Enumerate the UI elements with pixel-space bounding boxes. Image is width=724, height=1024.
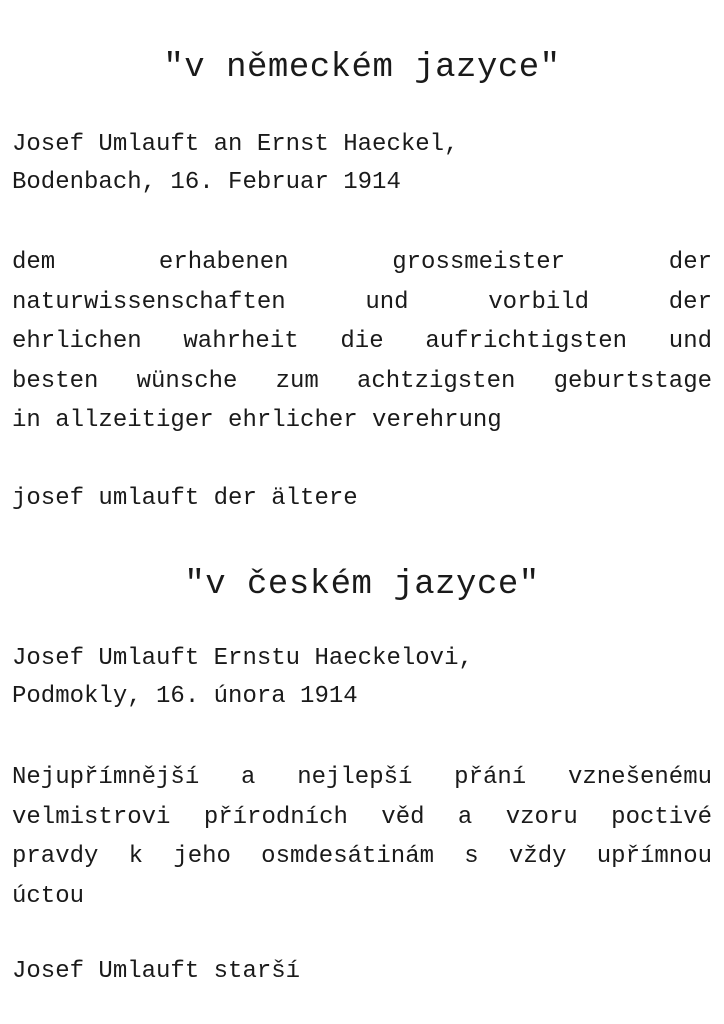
czech-body-line: úctou — [12, 882, 85, 910]
german-section-title: "v německém jazyce" — [163, 49, 561, 87]
german-signature: josef umlauft der ältere — [12, 485, 358, 512]
czech-body-text — [12, 758, 712, 916]
czech-body-line: pravdy k jeho osmdesátinám s vždy upřímnou — [12, 843, 712, 870]
german-body-line: dem erhabenen grossmeister der — [12, 249, 712, 276]
czech-signature: Josef Umlauft starší — [12, 958, 301, 985]
german-body-line: in allzeitiger ehrlicher verehrung — [12, 407, 502, 434]
german-body-line: naturwissenschaften und vorbild der — [12, 288, 712, 316]
german-body-line: ehrlichen wahrheit die aufrichtigsten und — [12, 328, 712, 355]
czech-body-line: velmistrovi přírodních věd a vzoru poctivé — [12, 803, 712, 831]
document-page — [12, 0, 712, 1024]
czech-section-title: "v českém jazyce" — [184, 566, 540, 604]
german-body-text — [12, 243, 712, 441]
german-header-line-1: Josef Umlauft an Ernst Haeckel, — [12, 131, 459, 158]
czech-header-line-1: Josef Umlauft Ernstu Haeckelovi, — [12, 645, 473, 672]
czech-body-line: Nejupřímnější a nejlepší přání vznešenému — [12, 764, 712, 791]
czech-header-line-2: Podmokly, 16. února 1914 — [12, 683, 358, 710]
german-body-line: besten wünsche zum achtzigsten geburtstage — [12, 367, 712, 395]
german-header-line-2: Bodenbach, 16. Februar 1914 — [12, 169, 401, 196]
